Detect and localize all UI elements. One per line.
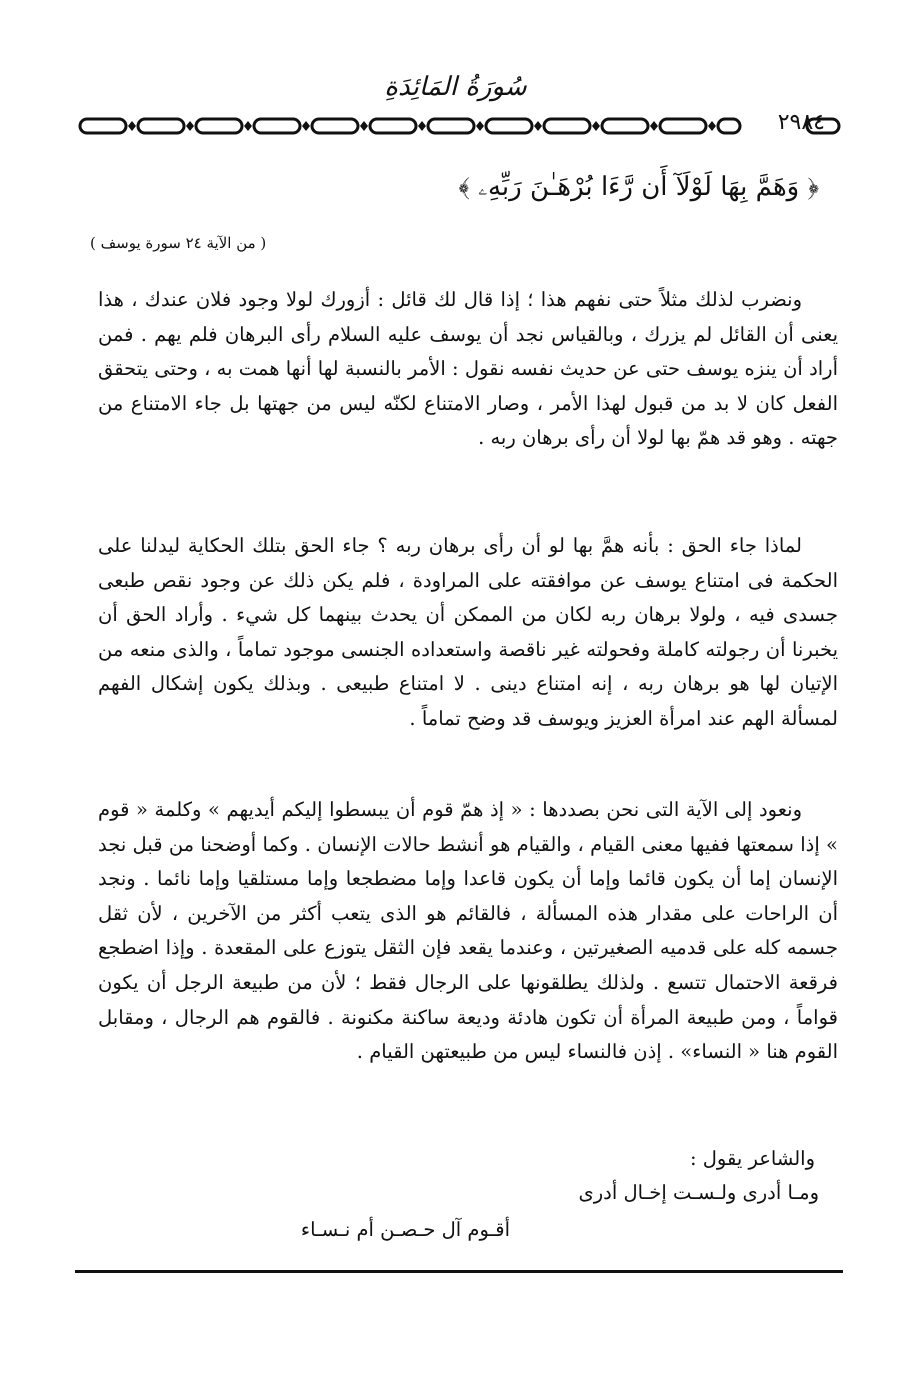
paragraph-3: [98, 793, 838, 1070]
quran-verse: ﴿ وَهَمَّ بِهَا لَوْلَآ أَن رَّءَا بُرْهَـٰنَ رَبِّهِۦ ﴾: [458, 172, 819, 202]
poem-line-1: ومـا أدرى ولـسـت إخـال أدرى: [578, 1181, 819, 1204]
ornament-border-icon: [78, 114, 743, 138]
poem-intro: والشاعر يقول :: [689, 1147, 815, 1170]
paragraph-1: [98, 283, 838, 456]
footer-rule: [75, 1270, 843, 1273]
page-number: ٢٩٨٤: [777, 110, 825, 135]
poem-line-2: أقـوم آل حـصـن أم نـسـاء: [300, 1218, 510, 1241]
ornament-end-icon: [805, 114, 841, 138]
paragraph-text: ونضرب لذلك مثلاً حتى نفهم هذا ؛ إذا قال لك قائل : أزورك لولا وجود فلان عندك ، هذا يعنى أن القائل لم يزرك ، وبالقياس نجد أن يوسف عليه السلام رأى البرهان فلم يهم . فمن أراد أن ينزه يوسف حتى عن حديث نفسه نقول : الأمر بالنسبة لها أنها همت به ، وحتى يتحقق الفعل كان لا بد من قبول لهذا الأمر ، وصار الامتناع لكنّه ليس من جهتها بل جاء الامتناع من جهته . وهو قد همّ بها لولا أن رأى برهان ربه .: [98, 288, 839, 450]
paragraph-text: ونعود إلى الآية التى نحن بصددها : « إذ همّ قوم أن يبسطوا إليكم أيديهم » وكلمة « قوم » إذا سمعتها ففيها معنى القيام ، والقيام هو أنشط حالات الإنسان . وكما أوضحنا من قبل نجد الإنسان إما أن يكون قائما وإما أن يكون قاعدا وإما مضطجعا وإما مستلقيا وإما نائما . ونجد أن الراحات على مقدار هذه المسألة ، فالقائم هو الذى يتعب أكثر من الآخرين ، لأن ثقل جسمه كله على قدميه الصغيرتين ، وعندما يقعد فإن الثقل يتوزع على المقعدة . وإذا اضطجع فرقعة الاحتمال تتسع . ولذلك يطلقونها على الرجال فقط ؛ لأن من طبيعة الرجل أن يكون قواماً ، ومن طبيعة المرأة أن تكون هادئة وديعة ساكنة مكنونة . فالقوم هم الرجال ، ومقابل القوم هنا « النساء» . إذن فالنساء ليس من طبيعتهن القيام .: [98, 798, 838, 1064]
paragraph-2: [98, 529, 838, 737]
paragraph-text: لماذا جاء الحق : بأنه همَّ بها لو أن رأى برهان ربه ؟ جاء الحق بتلك الحكاية ليدلنا على الحكمة فى امتناع يوسف عن موافقته على المراودة ، فلم يكن ذلك عن وجود نقص طبعى جسدى فيه ، ولولا برهان ربه لكان من الممكن أن يحدث بينهما كل شيء . وأراد الحق أن يخبرنا أن رجولته كاملة وفحولته غير ناقصة واستعداده الجنسى موجود تماماً ، والذى منعه من الإتيان لها هو برهان ربه ، إنه امتناع دينى . لا امتناع طبيعى . وبذلك يكون إشكال الفهم لمسألة الهم عند امرأة العزيز ويوسف قد وضح تماماً .: [98, 534, 838, 730]
verse-reference: ( من الآية ٢٤ سورة يوسف ): [90, 234, 267, 252]
surah-title: سُورَةُ المَائِدَةِ: [384, 72, 527, 102]
